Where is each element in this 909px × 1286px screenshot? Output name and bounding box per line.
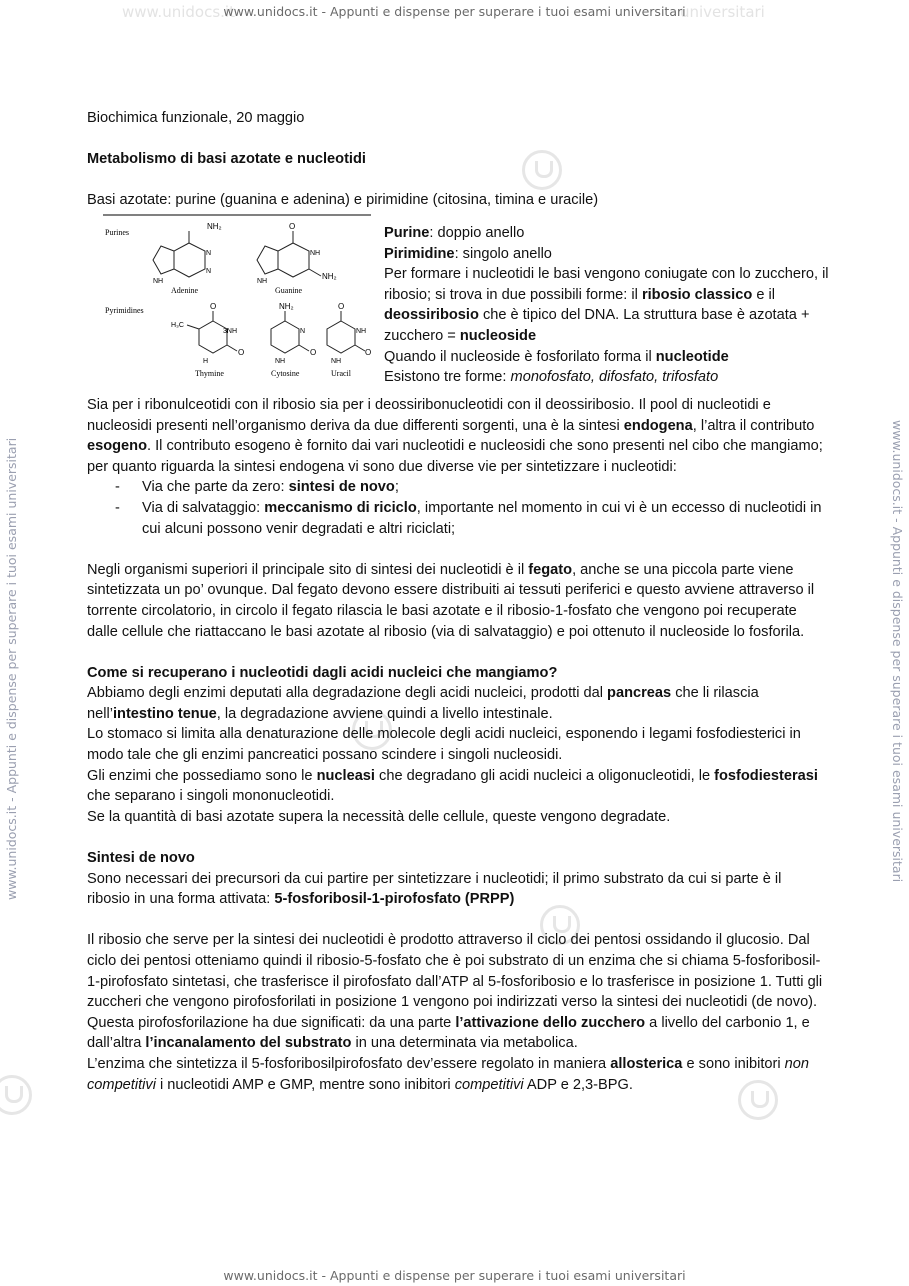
thymine-methyl: H₃C — [171, 321, 184, 329]
document-body: Biochimica funzionale, 20 maggio Metabolismo di basi azotate e nucleotidi Basi azotate: purine (guanina e adenina) e pirimidine (citosina, timina e uracile) Purines Pyrimidines NH₂ N N NH Adenine O NH NH₂ NH Guanine O H₃C 3NH O H Thymine NH₂ N O NH Cytosine O NH O NH Uracil Purine: doppio anello Pirimidine: singolo anello Per formare i nucleotidi le basi vengono coniugate con lo zucchero, il ribosio; si trova in due possibili forme: il ribosio classico e il deossiribosio che è tipico del DNA. La struttura base è azotata + zucchero = nucleoside Quando il nucleoside è fosforilato forma il nucleotide Esistono tre forme: monofosfato, difosfato, trifosfato Sia per i ribonulceotidi con il ribosio sia per i deossiribonucleotidi con il deossiribosio. Il pool di nucleotidi e nucleosidi presenti nell’organismo deriva da due differenti sorgenti, una è la sintesi endogena, l’altra il contributo esogeno. Il contributo esogeno è fornito dai vari nucleotidi e nucleosidi che sono presenti nel cibo che mangiamo; per quanto riguarda la sintesi endogena vi sono due diverse vie per sintetizzare i nucleotidi: - Via che parte da zero: sintesi de novo; - Via di salvataggio: meccanismo di riciclo, importante nel momento in cui vi è un eccesso di nucleotidi in cui alcuni possono venir degradati e altri riciclati; Negli organismi superiori il principale sito di sintesi dei nucleotidi è il fegato, anche se una piccola parte viene sintetizzata un po’ ovunque. Dal fegato devono essere distribuiti ai tessuti periferici e questo avviene attraverso il torrente circolatorio, in circolo il fegato rilascia le basi azotate e il ribosio-1-fosfato che vengono poi recuperate dalle cellule che riattaccano le basi azotate al ribosio (via di salvataggio) e poi ottenuto il nucleoside lo fosforila. Come si recuperano i nucleotidi dagli acidi nucleici che mangiamo? Abbiamo degli enzimi deputati alla degradazione degli acidi nucleici, prodotti dal pancreas che li rilascia nell’intestino tenue, la degradazione avviene quindi a livello intestinale. Lo stomaco si limita alla denaturazione delle molecole degli acidi nucleici, esponendo i legami fosfodiesterici in modo tale che gli enzimi pancreatici possano scindere i singoli nucleosidi. Gli enzimi che possediamo sono le nucleasi che degradano gli acidi nucleici a oligonucleotidi, le fosfodiesterasi che separano i singoli mononucleotidi. Se la quantità di basi azotate supera la necessità delle cellule, queste vengono degradate. Sintesi de novo Sono necessari dei precursori da cui partire per sintetizzare i nucleotidi; il primo substrato da cui si parte è il ribosio in una forma attivata: 5-fosforibosil-1-pirofosfato (PRPP) Il ribosio che serve per la sintesi dei nucleotidi è prodotto attraverso il ciclo dei pentosi ossidando il glucosio. Dal ciclo dei pentosi otteniamo quindi il ribosio-5-fosfato che è poi substrato di un enzima che si chiama 5-fosforibosil-1-pirofosfato sintetasi, che trasferisce il pirofosfato dall’ATP al 5-fosforibosio e lo trasferisce in posizione 1. Tutti gli zuccheri che vengono pirofosforilati in posizione 1 vengono poi indirizzati verso la sintesi dei nucleotidi (de novo). Questa pirofosforilazione ha due significati: da una parte l’attivazione dello zucchero a livello del carbonio 1, e dall’altra l’incanalamento del substrato in una determinata via metabolica. L’enzima che sintetizza il 5-fosforibosilpirofosfato dev’essere regolato in maniera allosterica e sono inibitori non competitivi i nucleotidi AMP e GMP, mentre sono inibitori competitivi ADP e 2,3-BPG. — [87, 108, 827, 1095]
guanine-label: Guanine — [275, 285, 303, 295]
svg-text:NH: NH — [153, 277, 164, 285]
paragraph-sources: Sia per i ribonulceotidi con il ribosio sia per i deossiribonucleotidi con il deossiribosio. Il pool di nucleotidi e nucleosidi presenti nell’organismo deriva da due differenti sorgenti, una è la sintesi endogena, l’altra il contributo esogeno. Il contributo esogeno è fornito dai vari nucleotidi e nucleosidi che sono presenti nel cibo che mangiamo; per quanto riguarda la sintesi endogena vi sono due diverse vie per sintetizzare i nucleotidi: — [87, 396, 823, 475]
adenine-label: Adenine — [171, 285, 199, 295]
footer-watermark[interactable]: www.unidocs.it - Appunti e dispense per superare i tuoi esami universitari — [223, 1268, 686, 1283]
svg-text:NH: NH — [275, 357, 286, 365]
adenine-nh2: NH₂ — [207, 221, 222, 231]
svg-text:3NH: 3NH — [223, 327, 238, 335]
cytosine-label: Cytosine — [271, 368, 300, 378]
svg-text:N: N — [206, 267, 212, 275]
adenine-structure — [153, 231, 205, 277]
pathways-list — [87, 477, 827, 539]
section-heading-recovery: Come si recuperano i nucleotidi dagli acidi nucleici che mangiamo? — [87, 664, 558, 681]
paragraph-regulation: L’enzima che sintetizza il 5-fosforibosilpirofosfato dev’essere regolato in maniera allosterica e sono inibitori non competitivi i nucleotidi AMP e GMP, mentre sono inibitori competitivi ADP e 2,3-BPG. — [87, 1055, 810, 1093]
header-watermark[interactable]: www.unidocs.it - Appunti e dispense per superare i tuoi esami universitari — [223, 4, 686, 19]
guanine-o: O — [289, 221, 296, 231]
bases-figure-row — [87, 211, 827, 387]
list-item: - Via che parte da zero: sintesi de novo; — [142, 477, 827, 498]
svg-text:NH: NH — [257, 277, 268, 285]
watermark-ghost-right: universitari — [680, 3, 765, 21]
pyrimidines-label: Pyrimidines — [105, 305, 144, 315]
svg-text:O: O — [365, 347, 372, 357]
svg-text:NH: NH — [310, 249, 321, 257]
watermark-ghost-left: www.unidocs.it — [122, 3, 235, 21]
svg-text:H: H — [203, 357, 209, 365]
svg-text:NH: NH — [331, 357, 342, 365]
svg-text:O: O — [210, 301, 217, 311]
side-watermark-right: www.unidocs.it - Appunti e dispense per superare i tuoi esami universitari — [890, 420, 905, 883]
list-item: - Via di salvataggio: meccanismo di riciclo, importante nel momento in cui vi è un eccesso di nucleotidi in cui alcuni possono venir degradati e altri riciclati; — [142, 498, 827, 539]
svg-text:N: N — [206, 249, 212, 257]
paragraph-precursors: Sono necessari dei precursori da cui partire per sintetizzare i nucleotidi; il primo substrato da cui si parte è il ribosio in una forma attivata: 5-fosforibosil-1-pirofosfato (PRPP) — [87, 870, 782, 908]
date-line: Biochimica funzionale, 20 maggio — [87, 110, 305, 126]
svg-text:NH₂: NH₂ — [322, 271, 337, 281]
svg-text:N: N — [300, 327, 306, 335]
side-watermark-left: www.unidocs.it - Appunti e dispense per superare i tuoi esami universitari — [4, 437, 19, 900]
paragraph-liver: Negli organismi superiori il principale sito di sintesi dei nucleotidi è il fegato, anche se una piccola parte viene sintetizzata un po’ ovunque. Dal fegato devono essere distribuiti ai tessuti periferici e questo avviene attraverso il torrente circolatorio, in circolo il fegato rilascia le basi azotate e il ribosio-1-fosfato che vengono poi recuperate dalle cellule che riattaccano le basi azotate al ribosio (via di salvataggio) e poi ottenuto il nucleoside lo fosforila. — [87, 561, 815, 640]
svg-text:O: O — [338, 301, 345, 311]
page-title: Metabolismo di basi azotate e nucleotidi — [87, 151, 366, 168]
thymine-label: Thymine — [195, 368, 224, 378]
paragraph-ribose: Il ribosio che serve per la sintesi dei nucleotidi è prodotto attraverso il ciclo dei pentosi ossidando il glucosio. Dal ciclo dei pentosi otteniamo quindi il ribosio-5-fosfato che è poi substrato di un enzima che si chiama 5-fosforibosil-1-pirofosfato sintetasi, che trasferisce il pirofosfato dall’ATP al 5-fosforibosio e lo trasferisce in posizione 1. Tutti gli zuccheri che vengono pirofosforilati in posizione 1 vengono poi indirizzati verso la sintesi dei nucleotidi (de novo). Questa pirofosforilazione ha due significati: da una parte l’attivazione dello zucchero a livello del carbonio 1, e dall’altra l’incanalamento del substrato in una determinata via metabolica. — [87, 932, 823, 1052]
bases-description: Purine: doppio anello Pirimidine: singolo anello Per formare i nucleotidi le basi vengono coniugate con lo zucchero, il ribosio; si trova in due possibili forme: il ribosio classico e il deossiribosio che è tipico del DNA. La struttura base è azotata + zucchero = nucleoside Quando il nucleoside è fosforilato forma il nucleotide Esistono tre forme: monofosfato, difosfato, trifosfato — [384, 224, 829, 386]
intro-line: Basi azotate: purine (guanina e adenina) e pirimidine (citosina, timina e uracile) — [87, 192, 599, 209]
svg-text:O: O — [238, 347, 245, 357]
paragraph-digestion: Abbiamo degli enzimi deputati alla degradazione degli acidi nucleici, prodotti dal pancreas che li rilascia nell’intestino tenue, la degradazione avviene quindi a livello intestinale. — [87, 685, 759, 722]
purines-label: Purines — [105, 227, 129, 237]
uracil-label: Uracil — [331, 368, 351, 378]
section-heading-denovo: Sintesi de novo — [87, 850, 195, 867]
svg-text:O: O — [310, 347, 317, 357]
svg-text:NH₂: NH₂ — [279, 301, 294, 311]
unidocs-logo-icon — [0, 1075, 32, 1115]
nitrogen-bases-figure — [103, 213, 373, 385]
svg-text:NH: NH — [356, 327, 367, 335]
